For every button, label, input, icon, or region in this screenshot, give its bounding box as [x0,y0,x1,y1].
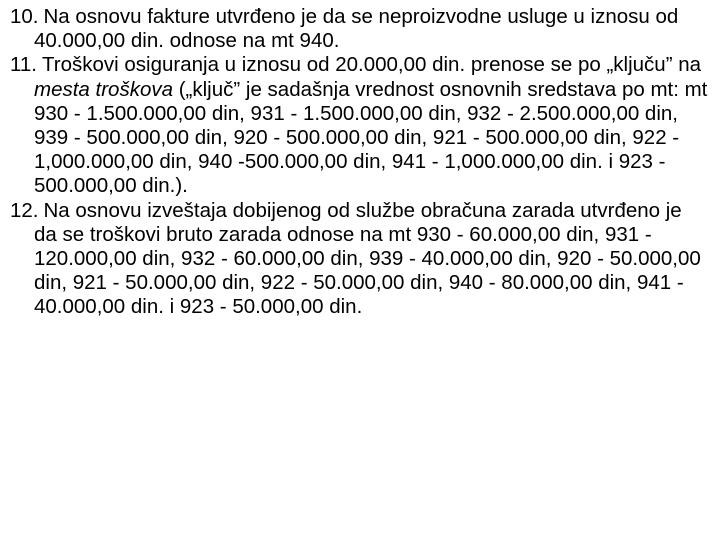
task-list [10,5,710,320]
task-item-12 [10,199,710,320]
item-number: 12. [10,198,39,222]
item-text-before: Troškovi osiguranja u iznosu od 20.000,00 din. prenose se po „ključu” na [41,53,702,77]
item-number: 10. [10,5,39,28]
task-item-11 [10,53,710,198]
item-text: Na osnovu fakture utvrđeno je da se neproizvodne usluge u iznosu od 40.000,00 din. odnose na mt 940. [34,5,679,53]
item-text-after: („ključ” je sadašnja vrednost osnovnih sredstava po mt: mt 930 - 1.500.000,00 din, 931 - 1.500.000,00 din, 932 - 2.500.000,00 din, 939 - 500.000,00 din, 920 - 500.000,00 din, 921 - 500.000,00 din, 922 - 1,000.000,00 din, 940 -500.000,00 din, 941 - 1,000.000,00 din. i 923 - 500.000,00 din.). [34,77,708,198]
task-item-10 [10,5,710,53]
item-number: 11. [10,53,37,77]
item-text: Na osnovu izveštaja dobijenog od službe obračuna zarada utvrđeno je da se troškovi bruto zarada odnose na mt 930 - 60.000,00 din, 931 - 120.000,00 din, 932 - 60.000,00 din, 939 - 40.000,00 din, 920 - 50.000,00 din, 921 - 50.000,00 din, 922 - 50.000,00 din, 940 - 80.000,00 din, 941 - 40.000,00 din. i 923 - 50.000,00 din. [34,198,701,319]
item-text-emphasis: mesta troškova [34,77,173,101]
